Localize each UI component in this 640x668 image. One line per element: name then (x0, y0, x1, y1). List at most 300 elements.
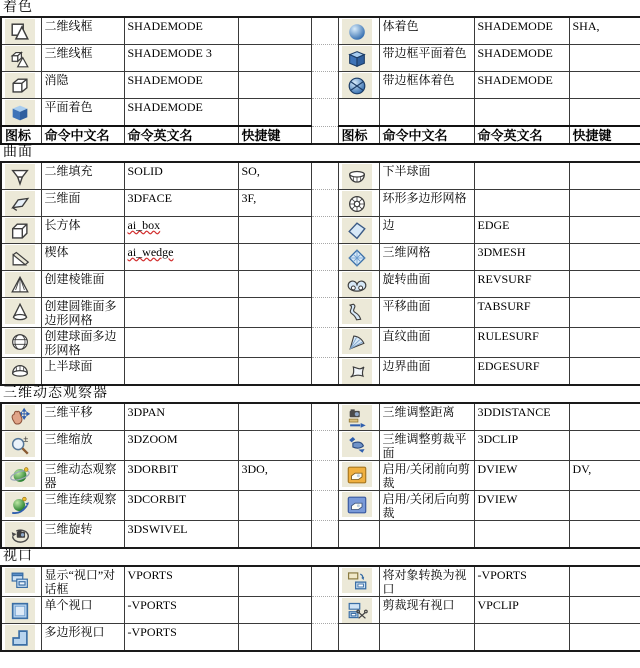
column-header-icon: 图标 (1, 126, 41, 144)
mesh-3d-icon (342, 245, 372, 270)
command-cn: 三维线框 (44, 46, 93, 60)
shortcut-key-cell (569, 190, 640, 217)
command-en: 3DFACE (127, 191, 172, 205)
shortcut-key-cell (569, 217, 640, 244)
distance-3d-icon (342, 405, 372, 430)
command-cn-cell (379, 431, 474, 461)
command-cn-cell (41, 358, 124, 386)
command-table (0, 161, 640, 386)
icon-cell (338, 244, 379, 271)
command-cn: 显示“视口”对话框 (44, 568, 116, 596)
wedge-icon (5, 245, 35, 270)
single-vport-icon (5, 598, 35, 623)
column-header-icon: 图标 (338, 126, 379, 144)
command-en-cell (124, 72, 238, 99)
command-en-cell (124, 45, 238, 72)
command-en-cell (474, 99, 569, 127)
solid-2d-icon (5, 164, 35, 189)
column-header-key: 快捷键 (238, 126, 311, 144)
icon-cell (338, 461, 379, 491)
shortcut-key-cell (238, 566, 311, 597)
separator-cell (311, 597, 338, 624)
box-icon (5, 218, 35, 243)
icon-cell (338, 190, 379, 217)
icon-cell (1, 17, 41, 45)
hide-icon (5, 73, 35, 98)
svg-text:±: ± (23, 433, 29, 444)
command-cn-cell (379, 217, 474, 244)
command-cn: 三维调整剪裁平面 (382, 432, 467, 460)
command-cn-cell (379, 597, 474, 624)
command-en-cell (124, 271, 238, 298)
command-en: DVIEW (477, 492, 518, 506)
shortcut-key-cell (238, 45, 311, 72)
command-table (0, 565, 640, 652)
icon-cell (338, 72, 379, 99)
command-cn-cell (41, 17, 124, 45)
command-en: SHADEMODE (477, 19, 553, 33)
bowl-icon (342, 164, 372, 189)
shortcut-key: 3DO, (241, 462, 268, 476)
icon-cell (1, 431, 41, 461)
separator-cell (311, 99, 338, 127)
command-cn: 启用/关闭前向剪裁 (382, 462, 470, 490)
zoom-3d-icon (5, 432, 35, 457)
command-cn-cell (379, 328, 474, 358)
command-en: TABSURF (477, 299, 531, 313)
icon-cell (338, 99, 379, 127)
section-0 (0, 0, 640, 145)
shortcut-key-cell (569, 431, 640, 461)
command-en-cell (124, 17, 238, 45)
command-en-cell (474, 624, 569, 652)
command-en: 3DORBIT (127, 462, 179, 476)
swivel-3d-icon (5, 522, 35, 547)
command-en-cell (474, 217, 569, 244)
command-cn: 三维面 (44, 191, 81, 205)
body-shade-edges-icon (342, 73, 372, 98)
command-en-cell (474, 17, 569, 45)
command-en-cell (124, 298, 238, 328)
icon-cell (338, 521, 379, 549)
command-en: ai_wedge (127, 245, 174, 259)
separator-cell (311, 491, 338, 521)
command-en-cell (124, 99, 238, 127)
command-cn: 将对象转换为视口 (382, 568, 467, 596)
shortcut-key-cell (238, 431, 311, 461)
command-cn: 边 (382, 218, 395, 232)
command-cn: 体着色 (382, 19, 419, 33)
command-cn-cell (379, 271, 474, 298)
command-en-cell (124, 431, 238, 461)
icon-cell (1, 566, 41, 597)
separator-cell (311, 126, 338, 144)
icon-cell (1, 521, 41, 549)
command-en: SHADEMODE (127, 19, 203, 33)
command-en-cell (124, 328, 238, 358)
shortcut-key-cell (238, 271, 311, 298)
separator-cell (311, 566, 338, 597)
shortcut-key-cell (238, 162, 311, 190)
command-cn: 三维动态观察器 (44, 462, 117, 490)
shortcut-key-cell (238, 521, 311, 549)
command-cn: 长方体 (44, 218, 81, 232)
command-cn-cell (41, 99, 124, 127)
command-en-cell (124, 244, 238, 271)
command-en: EDGE (477, 218, 510, 232)
command-cn-cell (41, 491, 124, 521)
command-cn-cell (41, 328, 124, 358)
command-cn-cell (41, 403, 124, 431)
shortcut-key-cell (569, 162, 640, 190)
section-title: 着色 (3, 0, 33, 15)
command-cn: 二维线框 (44, 19, 93, 33)
section-title: 曲面 (3, 145, 33, 160)
column-header-en: 命令英文名 (124, 126, 238, 144)
command-cn-cell (41, 217, 124, 244)
command-cn-cell (41, 624, 124, 652)
section-3 (0, 549, 640, 652)
command-cn-cell (41, 461, 124, 491)
command-cn-cell (379, 99, 474, 127)
icon-cell (1, 45, 41, 72)
command-cn-cell (41, 162, 124, 190)
command-cn-cell (379, 162, 474, 190)
command-en: 3DDISTANCE (477, 405, 551, 419)
icon-cell (1, 217, 41, 244)
command-en-cell (124, 491, 238, 521)
separator-cell (311, 72, 338, 99)
command-cn-cell (41, 431, 124, 461)
shortcut-key-cell (569, 298, 640, 328)
command-cn: 二维填充 (44, 164, 93, 178)
icon-cell (1, 72, 41, 99)
separator-cell (311, 521, 338, 549)
shortcut-key-cell (238, 403, 311, 431)
shortcut-key: DV, (572, 462, 592, 476)
icon-cell (1, 99, 41, 127)
command-en-cell (474, 45, 569, 72)
icon-cell (1, 358, 41, 386)
command-en-cell (474, 491, 569, 521)
icon-cell (1, 597, 41, 624)
command-en-cell (124, 521, 238, 549)
command-cn: 旋转曲面 (382, 272, 431, 286)
command-cn-cell (379, 624, 474, 652)
command-cn-cell (41, 244, 124, 271)
command-cn: 创建圆锥面多边形网格 (44, 299, 117, 327)
icon-cell (1, 491, 41, 521)
shortcut-key-cell (238, 491, 311, 521)
section-1 (0, 145, 640, 386)
command-cn: 三维旋转 (44, 522, 93, 536)
command-en-cell (474, 566, 569, 597)
icon-cell (1, 624, 41, 652)
icon-cell (338, 566, 379, 597)
front-clip-icon (342, 462, 372, 487)
wireframe-3d-icon (5, 46, 35, 71)
shortcut-key-cell (238, 244, 311, 271)
shortcut-key-cell (238, 190, 311, 217)
face-3d-icon (5, 191, 35, 216)
column-header-cn: 命令中文名 (379, 126, 474, 144)
command-cn-cell (379, 190, 474, 217)
separator-cell (311, 328, 338, 358)
icon-cell (338, 431, 379, 461)
command-cn: 边界曲面 (382, 359, 431, 373)
shortcut-key-cell (569, 99, 640, 127)
command-cn: 剪裁现有视口 (382, 598, 455, 612)
command-en-cell (124, 162, 238, 190)
shortcut-key-cell (569, 624, 640, 652)
shortcut-key-cell (569, 597, 640, 624)
vports-dialog-icon (5, 568, 35, 593)
cone-icon (5, 299, 35, 324)
shortcut-key-cell (238, 17, 311, 45)
command-en: SHADEMODE (127, 73, 203, 87)
command-cn: 三维缩放 (44, 432, 93, 446)
command-cn: 三维网格 (382, 245, 431, 259)
shortcut-key-cell (569, 403, 640, 431)
body-shade-icon (342, 19, 372, 44)
command-en-cell (474, 298, 569, 328)
command-cn: 三维平移 (44, 405, 93, 419)
icon-cell (338, 328, 379, 358)
column-header-key: 快捷键 (569, 126, 640, 144)
separator-cell (311, 17, 338, 45)
command-en-cell (474, 403, 569, 431)
command-en-cell (124, 566, 238, 597)
command-table (0, 16, 640, 145)
icon-cell (338, 298, 379, 328)
icon-cell (338, 403, 379, 431)
command-en-cell (474, 72, 569, 99)
command-en-cell (474, 431, 569, 461)
icon-cell (1, 244, 41, 271)
command-en-cell (124, 358, 238, 386)
poly-vport-icon (5, 625, 35, 650)
command-cn: 带边框体着色 (382, 73, 455, 87)
command-en: SOLID (127, 164, 163, 178)
command-cn-cell (379, 521, 474, 549)
command-en-cell (474, 328, 569, 358)
command-cn-cell (379, 244, 474, 271)
shortcut-key-cell (569, 358, 640, 386)
command-cn: 创建球面多边形网格 (44, 329, 117, 357)
command-en: VPCLIP (477, 598, 519, 612)
shortcut-key-cell (238, 328, 311, 358)
shortcut-key-cell (569, 244, 640, 271)
section-title: 三维动态观察器 (3, 386, 108, 401)
torus-icon (342, 191, 372, 216)
separator-cell (311, 162, 338, 190)
shortcut-key: SHA, (572, 19, 600, 33)
orbit-3d-icon (5, 462, 35, 487)
command-cn-cell (41, 45, 124, 72)
column-header-en: 命令英文名 (474, 126, 569, 144)
separator-cell (311, 461, 338, 491)
command-cn-cell (41, 271, 124, 298)
command-table (0, 402, 640, 549)
dome-icon (5, 359, 35, 384)
shortcut-key-cell (238, 624, 311, 652)
icon-cell (1, 190, 41, 217)
command-cn: 平移曲面 (382, 299, 431, 313)
command-en-cell (474, 271, 569, 298)
shortcut-key-cell (569, 72, 640, 99)
icon-cell (338, 358, 379, 386)
command-cn: 上半球面 (44, 359, 93, 373)
command-cn: 多边形视口 (44, 625, 105, 639)
command-en: -VPORTS (127, 598, 177, 612)
command-en-cell (124, 190, 238, 217)
command-cn-cell (379, 491, 474, 521)
command-en: 3DCORBIT (127, 492, 187, 506)
pan-3d-icon (5, 405, 35, 430)
command-en-cell (474, 190, 569, 217)
command-en: -VPORTS (127, 625, 177, 639)
command-cn-cell (41, 298, 124, 328)
shortcut-key-cell (569, 566, 640, 597)
icon-cell (338, 217, 379, 244)
flat-shade-edges-icon (342, 46, 372, 71)
command-en-cell (124, 217, 238, 244)
shortcut-key: SO, (241, 164, 260, 178)
command-cn-cell (41, 521, 124, 549)
icon-cell (1, 162, 41, 190)
command-en: SHADEMODE (127, 100, 203, 114)
command-cn-cell (379, 566, 474, 597)
command-en: -VPORTS (477, 568, 527, 582)
separator-cell (311, 358, 338, 386)
shortcut-key-cell (569, 17, 640, 45)
command-cn-cell (379, 45, 474, 72)
command-cn-cell (379, 72, 474, 99)
separator-cell (311, 298, 338, 328)
command-cn: 下半球面 (382, 164, 431, 178)
command-en-cell (474, 358, 569, 386)
command-cn-cell (41, 597, 124, 624)
shortcut-key: 3F, (241, 191, 257, 205)
separator-cell (311, 271, 338, 298)
sphere-mesh-icon (5, 329, 35, 354)
command-en: ai_box (127, 218, 161, 232)
command-en: 3DPAN (127, 405, 166, 419)
command-en: 3DZOOM (127, 432, 178, 446)
command-en: EDGESURF (477, 359, 540, 373)
icon-cell (1, 328, 41, 358)
separator-cell (311, 244, 338, 271)
command-en-cell (474, 521, 569, 549)
command-cn-cell (379, 403, 474, 431)
command-en: SHADEMODE (477, 73, 553, 87)
command-cn: 消隐 (44, 73, 69, 87)
icon-cell (338, 597, 379, 624)
command-cn-cell (379, 358, 474, 386)
icon-cell (1, 298, 41, 328)
icon-cell (1, 271, 41, 298)
shortcut-key-cell (569, 491, 640, 521)
command-en: VPORTS (127, 568, 173, 582)
shortcut-key-cell (238, 461, 311, 491)
section-title: 视口 (3, 549, 33, 564)
icon-cell (338, 162, 379, 190)
column-header-cn: 命令中文名 (41, 126, 124, 144)
command-cn-cell (379, 298, 474, 328)
separator-cell (311, 190, 338, 217)
command-cn: 单个视口 (44, 598, 93, 612)
edgesurf-icon (342, 359, 372, 384)
tabsurf-icon (342, 299, 372, 324)
flat-shade-icon (5, 100, 35, 125)
command-en: 3DSWIVEL (127, 522, 188, 536)
command-cn: 创建棱锥面 (44, 272, 105, 286)
separator-cell (311, 403, 338, 431)
command-cn: 三维调整距离 (382, 405, 455, 419)
command-en: 3DCLIP (477, 432, 519, 446)
command-cn-cell (41, 190, 124, 217)
command-en-cell (124, 597, 238, 624)
command-en: 3DMESH (477, 245, 526, 259)
revsurf-icon (342, 272, 372, 297)
command-en: SHADEMODE 3 (127, 46, 212, 60)
obj-to-vport-icon (342, 568, 372, 593)
shortcut-key-cell (569, 328, 640, 358)
command-cn: 直纹曲面 (382, 329, 431, 343)
icon-cell (338, 17, 379, 45)
command-en: REVSURF (477, 272, 532, 286)
shortcut-key-cell (238, 99, 311, 127)
command-cn-cell (379, 461, 474, 491)
corbit-3d-icon (5, 492, 35, 517)
edge-icon (342, 218, 372, 243)
separator-cell (311, 624, 338, 652)
wireframe-2d-icon (5, 19, 35, 44)
command-cn: 环形多边形网格 (382, 191, 467, 205)
shortcut-key-cell (569, 45, 640, 72)
command-cn: 三维连续观察 (44, 492, 117, 506)
command-en-cell (474, 461, 569, 491)
back-clip-icon (342, 492, 372, 517)
command-en-cell (124, 403, 238, 431)
shortcut-key-cell (238, 72, 311, 99)
command-cn-cell (41, 72, 124, 99)
command-en: DVIEW (477, 462, 518, 476)
command-cn: 带边框平面着色 (382, 46, 467, 60)
icon-cell (338, 271, 379, 298)
separator-cell (311, 431, 338, 461)
shortcut-key-cell (238, 597, 311, 624)
command-cn-cell (379, 17, 474, 45)
command-en-cell (124, 461, 238, 491)
shortcut-key-cell (238, 298, 311, 328)
rulesurf-icon (342, 329, 372, 354)
icon-cell (338, 624, 379, 652)
shortcut-key-cell (238, 217, 311, 244)
shortcut-key-cell (238, 358, 311, 386)
command-en: RULESURF (477, 329, 539, 343)
pyramid-icon (5, 272, 35, 297)
clip-3d-icon (342, 432, 372, 457)
section-2 (0, 386, 640, 549)
command-en-cell (124, 624, 238, 652)
command-en: SHADEMODE (477, 46, 553, 60)
shortcut-key-cell (569, 271, 640, 298)
icon-cell (1, 461, 41, 491)
shortcut-key-cell (569, 461, 640, 491)
command-en-cell (474, 162, 569, 190)
icon-cell (338, 491, 379, 521)
